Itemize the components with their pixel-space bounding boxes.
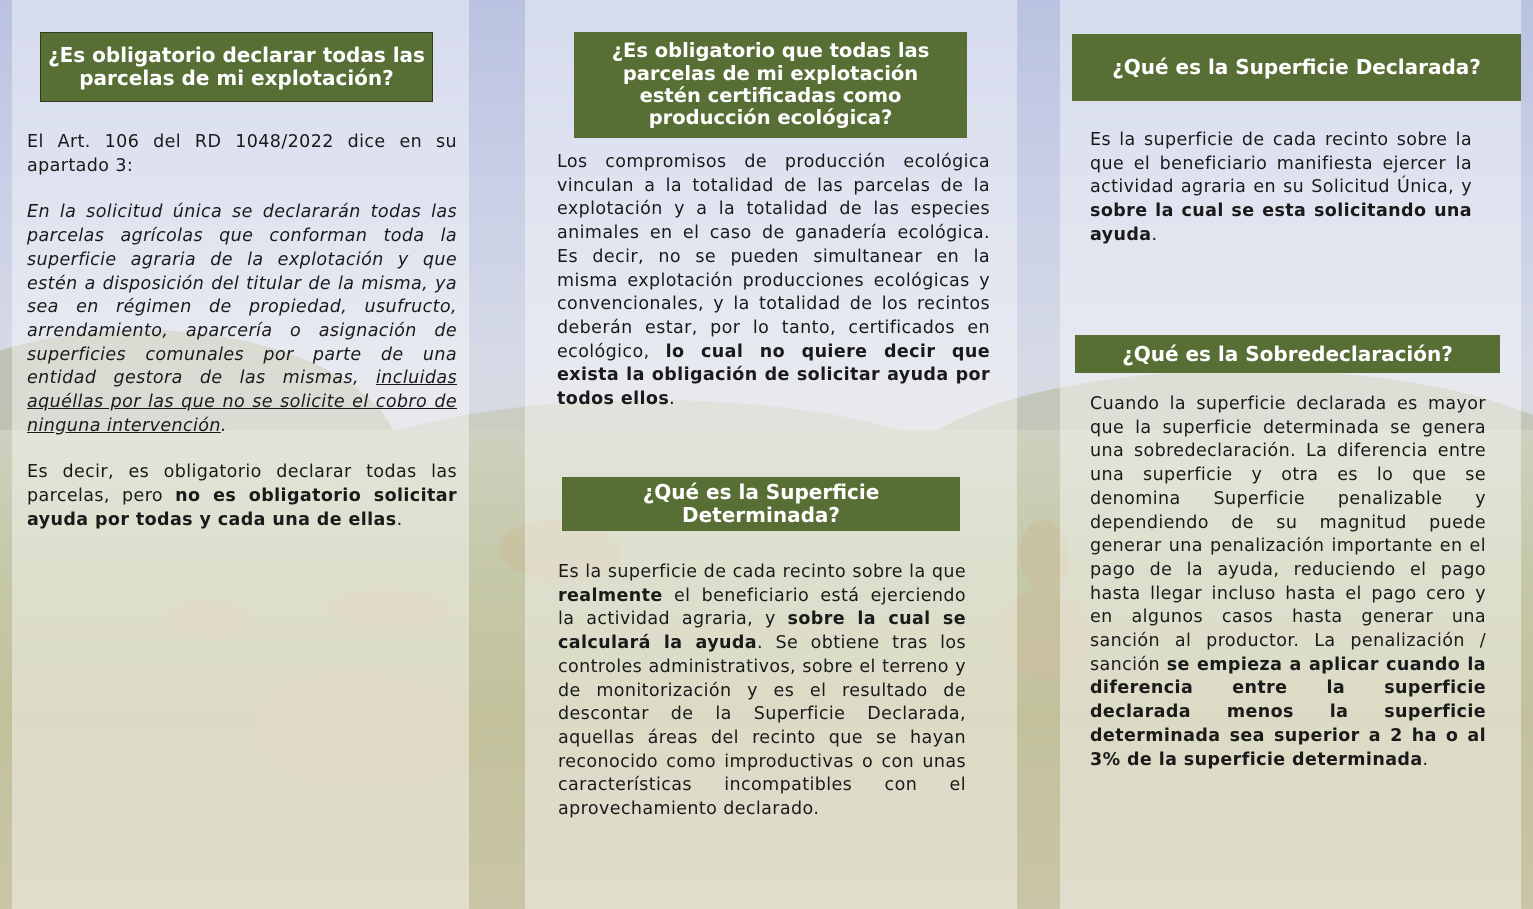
col3-bold-1: sobre la cual se esta solicitando una ayuda	[1090, 201, 1472, 245]
col1-body	[27, 131, 457, 533]
intro-text: El Art. 106 del RD 1048/2022 dice en su apartado 3:	[27, 132, 457, 176]
quote-underlined: incluidas aquéllas por las que no se solicite el cobro de ninguna intervención	[27, 368, 457, 436]
col3-bold-2: se empieza a aplicar cuando la diferencia entre la superficie declarada menos la superficie determinada sea superior a 2 ha o al 3% de la superficie determinada	[1090, 654, 1487, 770]
heading-declarar-parcelas: ¿Es obligatorio declarar todas las parcelas de mi explotación?	[40, 32, 433, 102]
heading-sobredeclaracion: ¿Qué es la Sobredeclaración?	[1075, 335, 1500, 373]
heading-superficie-declarada: ¿Qué es la Superficie Declarada?	[1072, 34, 1521, 101]
col3-body-1: Es la superficie de cada recinto sobre la que el beneficiario manifiesta ejercer la actividad agraria en su Solicitud Única, y sobre la cual se esta solicitando una ayuda.	[1090, 130, 1472, 245]
col2-bold-1: lo cual no quiere decir que exista la obligación de solicitar ayuda por todos ellos	[557, 341, 990, 410]
heading-superficie-determinada: ¿Qué es la Superficie Determinada?	[562, 477, 960, 531]
col2-body-2: Es la superficie de cada recinto sobre la que realmente el beneficiario está ejerciendo la actividad agraria, y sobre la cual se calculará la ayuda. Se obtiene tras los controles administrativos, sobre el terreno y de monitorización y es el resultado de descontar de la Superficie Declarada, aquellas áreas del recinto que se hayan reconocido como improductivas o con unas características incompatibles con el aprovechamiento declarado.	[558, 562, 966, 820]
conclusion-text: Es decir, es obligatorio declarar todas las parcelas, pero no es obligatorio solicitar ayuda por todas y cada una de ellas.	[27, 462, 457, 530]
conclusion-bold: no es obligatorio solicitar ayuda por todas y cada una de ellas	[27, 486, 457, 530]
col2-body-1: Los compromisos de producción ecológica vinculan a la totalidad de las parcelas de la explotación y a la totalidad de las especies animales en el caso de ganadería ecológica. Es decir, no se pueden simultanear en la misma explotación producciones ecológicas y convencionales, y la totalidad de los recintos deberán estar, por lo tanto, certificados en ecológico, lo cual no quiere decir que exista la obligación de solicitar ayuda por todos ellos.	[557, 152, 990, 410]
legal-quote: En la solicitud única se declararán todas las parcelas agrícolas que conforman toda la superficie agraria de la explotación y que estén a disposición del titular de la misma, ya sea en régimen de propiedad, usufructo, arrendamiento, aparcería o asignación de superficies comunales por parte de una entidad gestora de las mismas, incluidas aquéllas por las que no se solicite el cobro de ninguna intervención.	[27, 202, 457, 436]
heading-certificadas-ecologica: ¿Es obligatorio que todas las parcelas de mi explotación estén certificadas como producción ecológica?	[574, 32, 967, 138]
col3-body-2: Cuando la superficie declarada es mayor que la superficie determinada se genera una sobredeclaración. La diferencia entre una superficie y otra es lo que se denomina Superficie penalizable y dependiendo de su magnitud puede generar una penalización importante en el pago de la ayuda, reduciendo el pago hasta llegar incluso hasta el pago cero y en algunos casos hasta generar una sanción al productor. La penalización / sanción se empieza a aplicar cuando la diferencia entre la superficie declarada menos la superficie determinada sea superior a 2 ha o al 3% de la superficie determinada.	[1090, 394, 1487, 770]
